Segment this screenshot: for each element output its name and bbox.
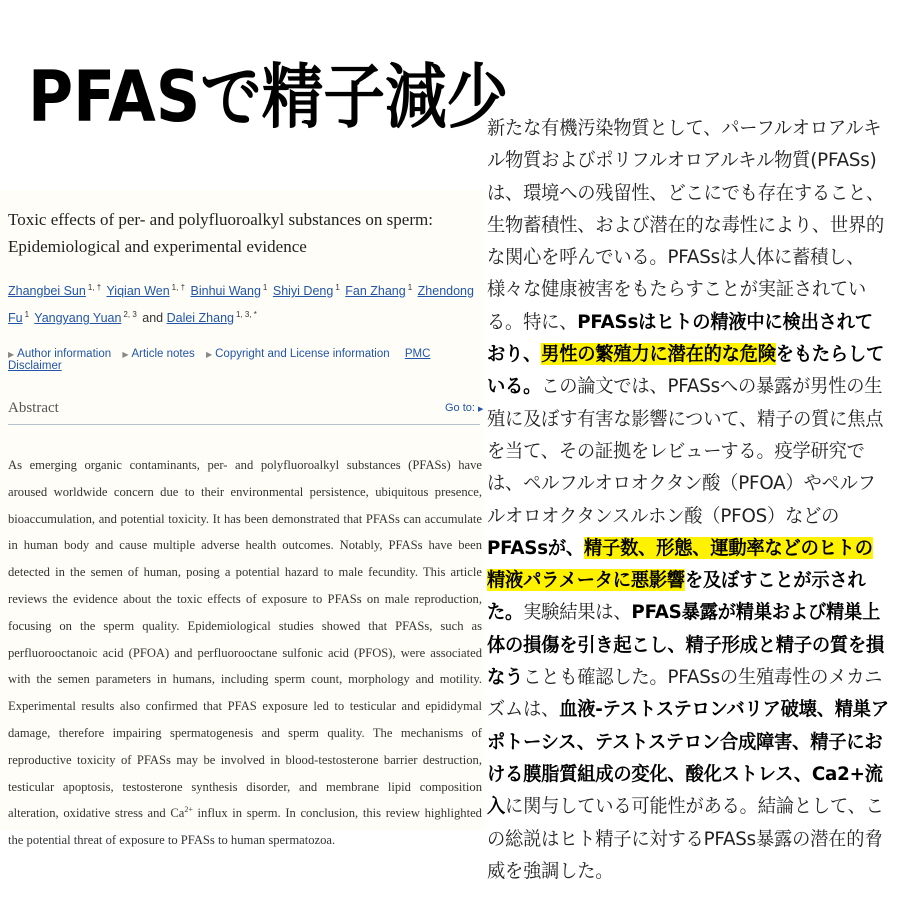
highlight: 男性の繁殖力に潜在的な危険 [541,343,776,366]
author-link[interactable]: Yangyang Yuan [34,311,122,326]
author-link[interactable]: Shiyi Deng [272,284,334,299]
triangle-right-icon: ▶ [8,350,15,359]
author-list: Zhangbei Sun $^{1, \dagger}$ Yiqian Wen $^{1, \dagger}$ Binhui Wang $^1$ Shiyi Deng $^1$ Fan Zhang $^1$ Zhendong Fu $^1$ Yangyang Yuan $^{2, 3}$ and Dalei Zhang $^{1, 3, *}$ [8,283,474,326]
authors-and: and [142,311,164,326]
triangle-right-icon: ▶ [205,350,213,359]
article-notes-link[interactable]: Article notes [131,348,195,360]
author-link[interactable]: Fan Zhang [345,284,406,299]
goto-link[interactable]: Go to: ▶ [445,402,484,414]
abstract-divider [8,424,480,425]
triangle-right-icon: ▶ [122,350,129,359]
japanese-summary: 新たな有機汚染物質として、パーフルオロアルキル物質およびポリフルオロアルキル物質(PFASs)は、環境への残留性、どこにでも存在すること、生物蓄積性、および潜在的な毒性により、世界的な関心を呼んでいる。PFASsは人体に蓄積し、様々な健康被害をもたらすことが実証されている。特に、PFASsはヒトの精液中に検出されており、男性の繁殖力に潜在的な危険をもたらしている。この論文では、PFASsへの暴露が男性の生殖に及ぼす有害な影響について、精子の質に焦点を当て、その証拠をレビューする。疫学研究では、ペルフルオロオクタン酸（PFOA）やペルフルオロオクタンスルホン酸（PFOS）などのPFASsが、精子数、形態、運動率などのヒトの精液パラメータに悪影響を及ぼすことが示された。実験結果は、PFAS暴露が精巣および精巣上体の損傷を引き起こし、精子形成と精子の質を損なうことも確認した。PFASsの生殖毒性のメカニズムは、血液-テストステロンバリア破壊、精巣アポトーシス、テストステロン合成障害、精子における膜脂質組成の変化、酸化ストレス、Ca2+流入に関与している可能性がある。結論として、この総説はヒト精子に対するPFASs暴露の潜在的脅威を強調した。 [487,117,889,882]
author-link[interactable]: Zhendong Fu [8,284,474,326]
abstract-text: As emerging organic contaminants, per- and polyfluoroalkyl substances (PFASs) have aroused worldwide concern due to their environmental persistence, ubiquitous presence, bioaccumulation, and potential toxicity. It has been demonstrated that PFASs can accumulate in human body and cause multiple adverse health outcomes. Notably, PFASs have been detected in the semen of human, posing a potential hazard to male fecundity. This article reviews the evidence about the toxic effects of exposure to PFASs on male reproduction, focusing on the sperm quality. Epidemiological studies showed that PFASs, such as perfluorooctanoic acid (PFOA) and perfluorooctane sulfonic acid (PFOS), were associated with the semen parameters in humans, including sperm count, morphology and motility. Experimental results also confirmed that PFAS exposure led to testicular and epididymal damage, therefore impairing spermatogenesis and sperm quality. The mechanisms of reproductive toxicity of PFASs may be involved in blood-testosterone barrier destruction, testicular apoptosis, testosterone synthesis disorder, and membrane lipid composition alteration, oxidative stress and $Ca^{2+}$ influx in sperm. In conclusion, this review highlighted the potential threat of exposure to PFASs to human spermatozoa. [8,458,482,848]
article-panel [0,190,484,848]
banner-title: PFASで精子減少 [28,56,509,138]
article-title: Toxic effects of per- and polyfluoroalkyl substances on sperm: Epidemiological and experimental evidence [8,210,433,256]
author-information-link[interactable]: Author information [17,348,112,360]
author-link[interactable]: Zhangbei Sun [8,284,86,299]
abstract-heading: Abstract [8,400,59,416]
triangle-right-icon: ▶ [478,406,484,413]
author-link[interactable]: Yiqian Wen [106,284,170,299]
copyright-link[interactable]: Copyright and License information [215,348,390,360]
author-link[interactable]: Binhui Wang [190,284,261,299]
highlight: 精子数、形態、運動率などのヒトの精液パラメータに悪影響 [487,536,873,592]
author-link[interactable]: Dalei Zhang [166,311,234,326]
article-meta-links [8,348,478,372]
pmc-disclaimer-link[interactable]: PMC Disclaimer [8,348,431,372]
